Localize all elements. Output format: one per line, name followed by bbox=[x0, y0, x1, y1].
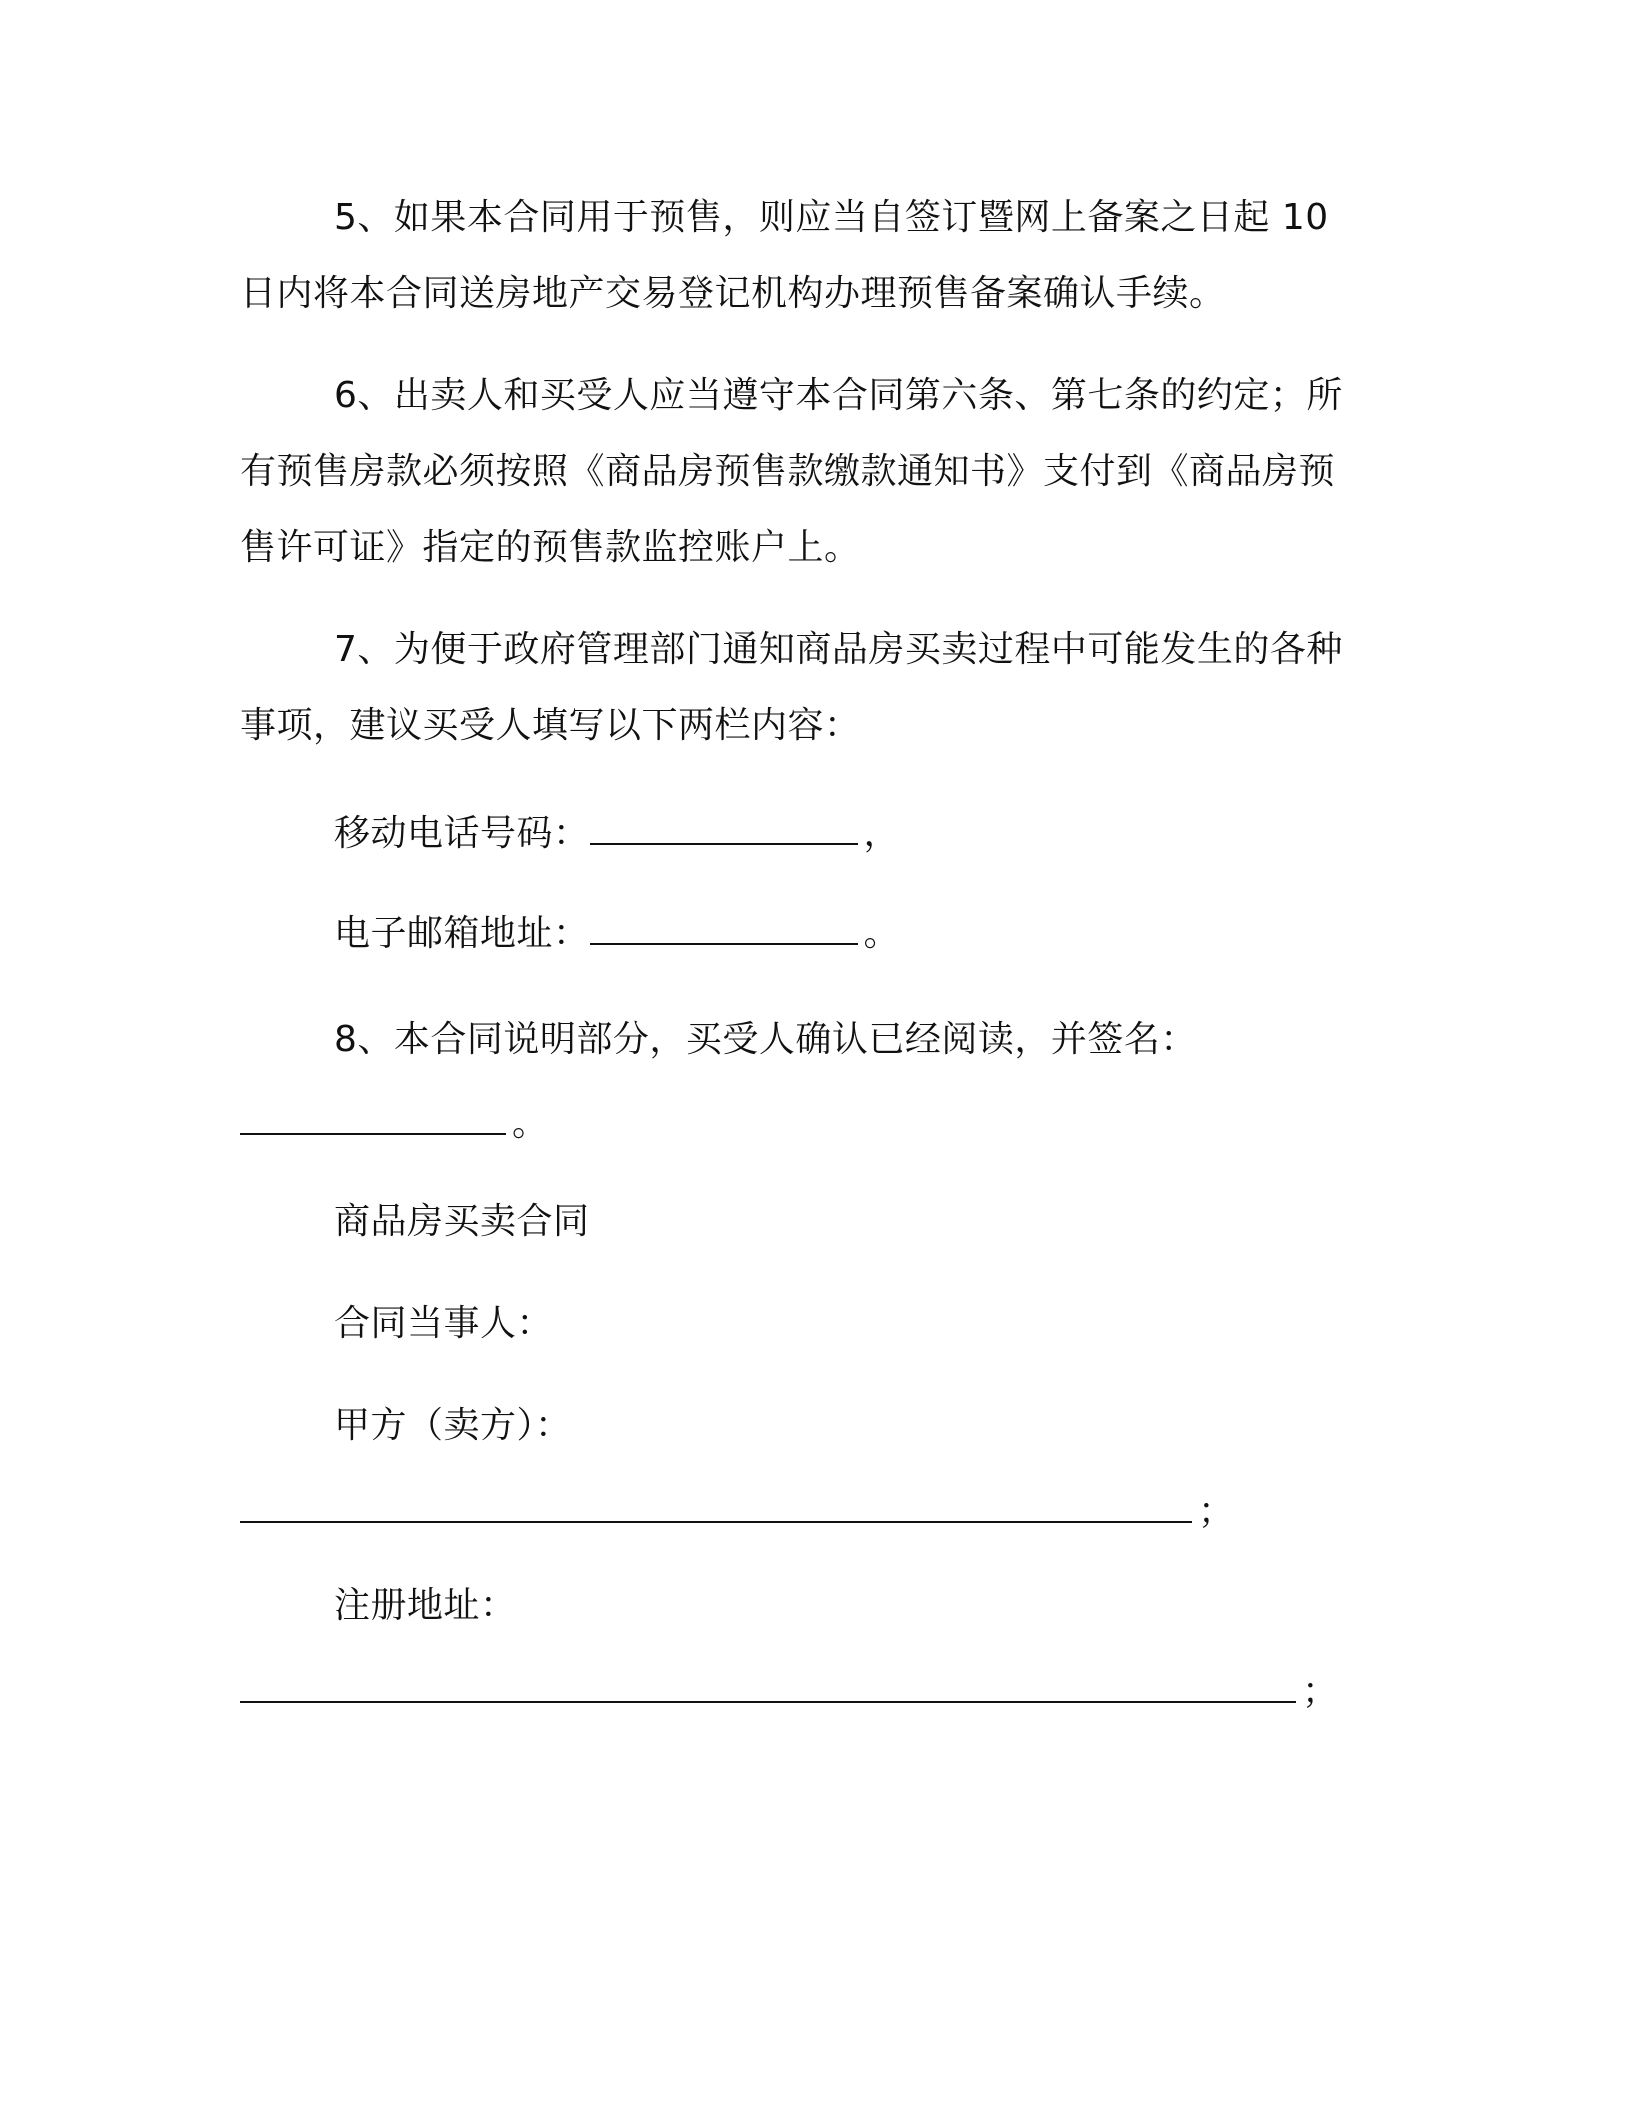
item8-line1: 8、本合同说明部分，买受人确认已经阅读，并签名： bbox=[334, 1019, 1197, 1060]
email-suffix: 。 bbox=[863, 913, 901, 954]
mobile-label: 移动电话号码： bbox=[334, 813, 590, 854]
signature-row bbox=[240, 1102, 549, 1146]
item5-line1: 5、如果本合同用于预售，则应当自签订暨网上备案之日起 10 bbox=[334, 197, 1329, 238]
item7-line1: 7、为便于政府管理部门通知商品房买卖过程中可能发生的各种 bbox=[334, 629, 1343, 670]
signature-suffix: 。 bbox=[512, 1103, 549, 1144]
item6-line2: 有预售房款必须按照《商品房预售款缴款通知书》支付到《商品房预 bbox=[240, 451, 1336, 492]
mobile-suffix: ， bbox=[863, 813, 901, 854]
registered-address-row bbox=[240, 1670, 1339, 1714]
signature-blank-field[interactable] bbox=[240, 1103, 506, 1135]
party-a-label: 甲方（卖方）： bbox=[334, 1405, 572, 1446]
party-a-blank-field[interactable] bbox=[240, 1491, 1192, 1523]
party-a-suffix: ； bbox=[1198, 1491, 1235, 1532]
item6-line3: 售许可证》指定的预售款监控账户上。 bbox=[240, 527, 861, 568]
mobile-blank-field[interactable] bbox=[590, 813, 858, 845]
mobile-row bbox=[334, 812, 900, 856]
registered-address-suffix: ； bbox=[1302, 1671, 1339, 1712]
parties-label: 合同当事人： bbox=[334, 1303, 554, 1344]
registered-address-blank-field[interactable] bbox=[240, 1671, 1296, 1703]
party-a-row bbox=[240, 1490, 1235, 1534]
item7-line2: 事项，建议买受人填写以下两栏内容： bbox=[240, 705, 861, 746]
contract-title: 商品房买卖合同 bbox=[334, 1201, 590, 1242]
email-blank-field[interactable] bbox=[590, 913, 858, 945]
email-row bbox=[334, 912, 900, 956]
email-label: 电子邮箱地址： bbox=[334, 913, 590, 954]
item5-line2: 日内将本合同送房地产交易登记机构办理预售备案确认手续。 bbox=[240, 273, 1226, 314]
item6-line1: 6、出卖人和买受人应当遵守本合同第六条、第七条的约定；所 bbox=[334, 375, 1343, 416]
registered-address-label: 注册地址： bbox=[334, 1585, 517, 1626]
